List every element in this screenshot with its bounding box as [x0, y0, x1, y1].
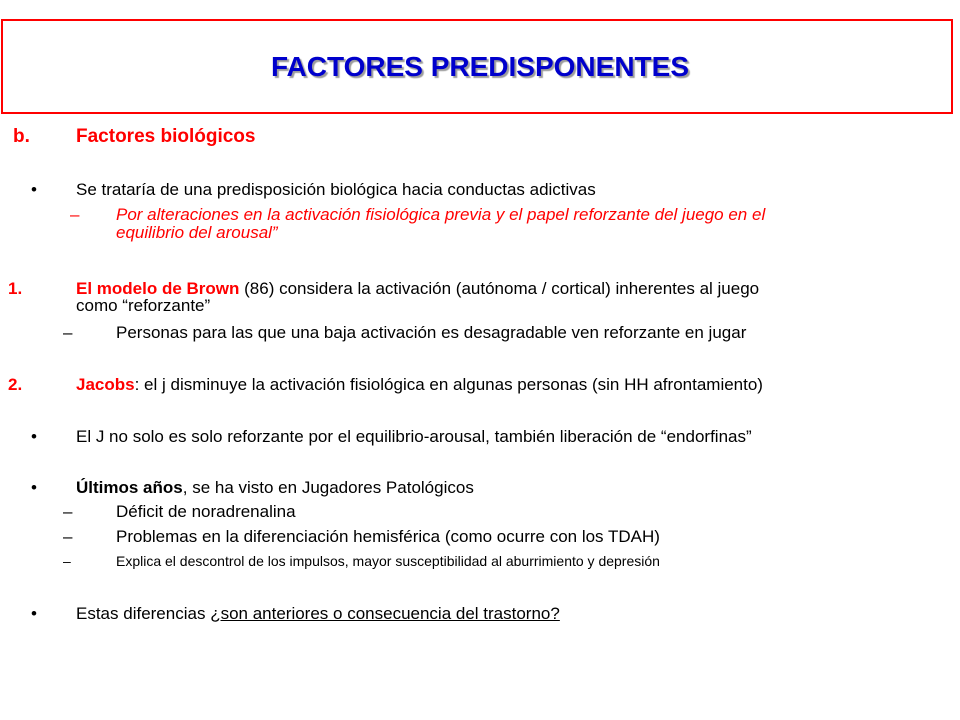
jacobs-text: : el j disminuye la activación fisiológica en algunas personas (sin HH afrontamiento) [134, 375, 763, 394]
jacobs-label: Jacobs [76, 375, 135, 394]
dash-marker: – [63, 553, 71, 569]
ultimos-anos-text: , se ha visto en Jugadores Patológicos [182, 478, 474, 497]
section-marker: b. [13, 126, 30, 147]
bullet-marker: • [31, 427, 37, 446]
sub-text-noradrenalina: Déficit de noradrenalina [116, 502, 296, 521]
bullet-text-ultimos-anos [76, 478, 474, 497]
section-heading: Factores biológicos [76, 126, 256, 147]
dash-marker: – [63, 323, 73, 342]
diferencias-question: ¿son anteriores o consecuencia del trastorno? [210, 604, 560, 623]
sub-text-alteraciones-line2: equilibrio del arousal” [116, 223, 278, 242]
dash-marker: – [63, 527, 73, 546]
diferencias-prefix: Estas diferencias [76, 604, 211, 623]
sub-text-alteraciones-line1: Por alteraciones en la activación fisiológica previa y el papel reforzante del juego en el [116, 205, 766, 224]
bullet-text-predisposition: Se trataría de una predisposición biológica hacia conductas adictivas [76, 180, 596, 199]
bullet-text-endorfinas: El J no solo es solo reforzante por el equilibrio-arousal, también liberación de “endorfinas” [76, 427, 752, 446]
dash-marker: – [63, 502, 73, 521]
ultimos-anos-label: Últimos años [76, 478, 183, 497]
bullet-marker: • [31, 478, 37, 497]
numbered-item-brown-line2: como “reforzante” [76, 296, 211, 315]
sub-text-hemisferica: Problemas en la diferenciación hemisférica (como ocurre con los TDAH) [116, 527, 660, 546]
bullet-marker: • [31, 180, 37, 199]
sub-text-personas: Personas para las que una baja activación es desagradable ven reforzante en jugar [116, 323, 747, 342]
number-marker-1: 1. [8, 279, 23, 298]
slide-title: FACTORES PREDISPONENTES [270, 51, 689, 82]
number-marker-2: 2. [8, 375, 23, 394]
brown-model-label: El modelo de Brown [76, 279, 240, 298]
bullet-marker: • [31, 604, 37, 623]
sub-text-descontrol: Explica el descontrol de los impulsos, mayor susceptibilidad al aburrimiento y depresión [116, 553, 660, 569]
brown-model-text: (86) considera la activación (autónoma / cortical) inherentes al juego [239, 279, 760, 298]
dash-marker: – [70, 205, 80, 224]
numbered-item-jacobs [76, 375, 763, 394]
bullet-text-diferencias [76, 604, 560, 623]
